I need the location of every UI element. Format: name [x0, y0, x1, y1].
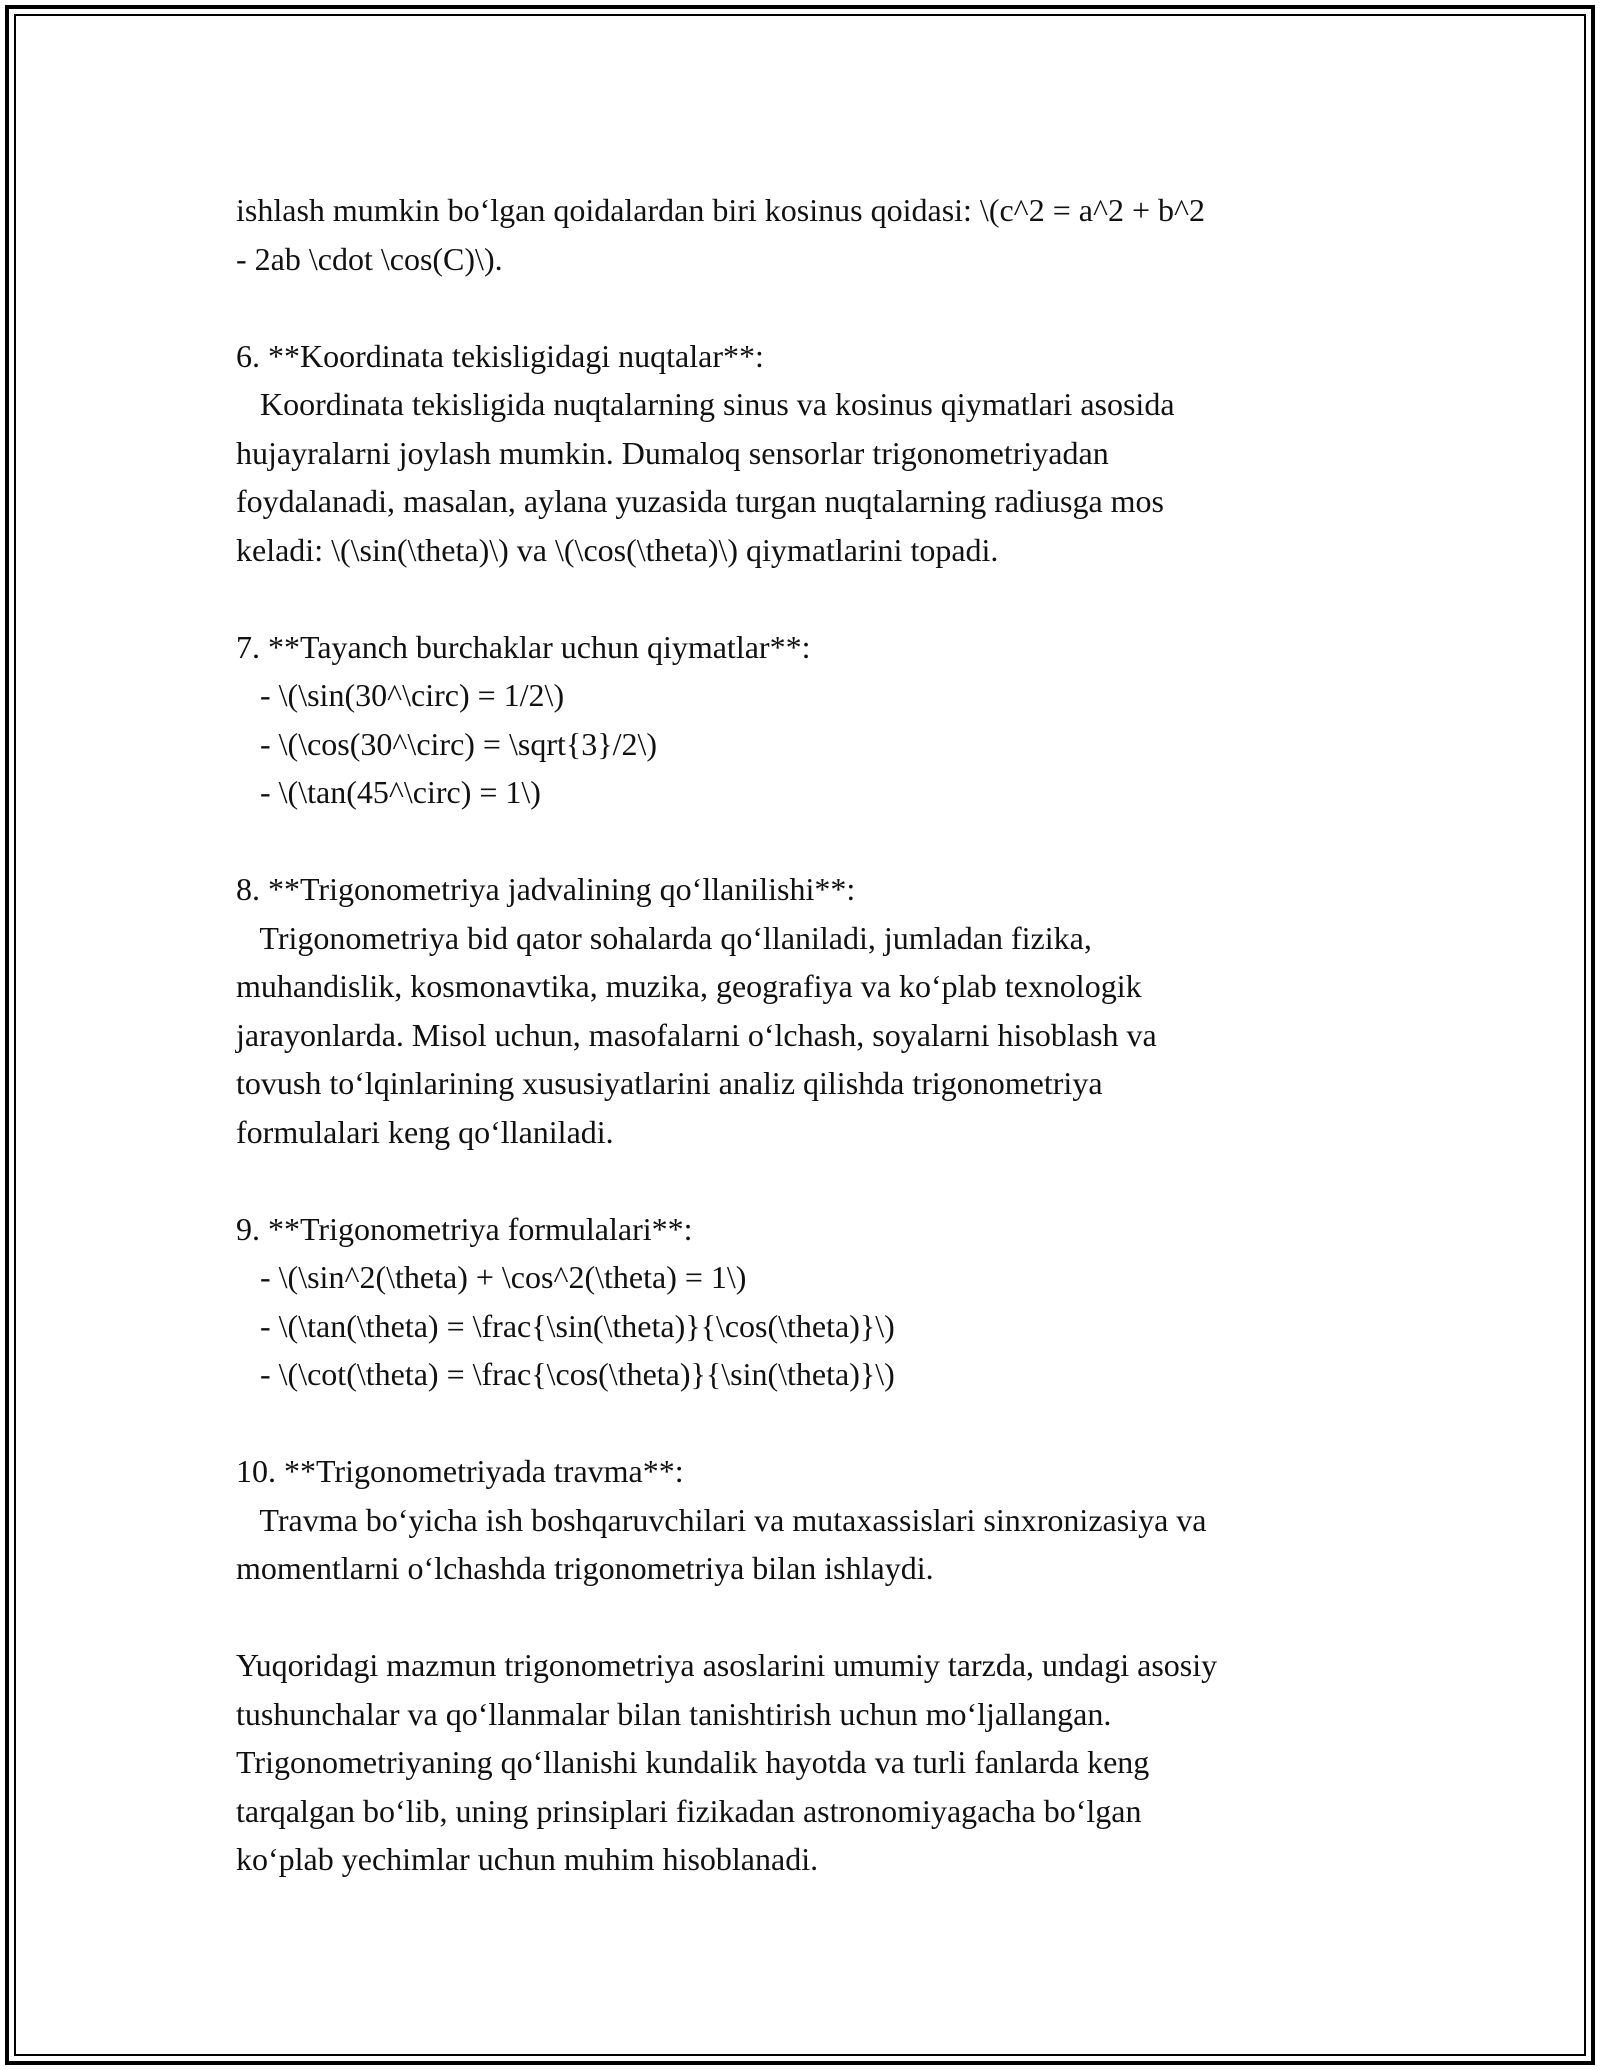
text-line: hujayralarni joylash mumkin. Dumaloq sensorlar trigonometriyadan — [236, 434, 1109, 471]
text-line: 9. **Trigonometriya formulalari**: — [236, 1210, 693, 1247]
paragraph-spacer — [236, 1156, 1386, 1205]
text-line: formulalari keng qo‘llaniladi. — [236, 1113, 614, 1150]
text-line: 10. **Trigonometriyada travma**: — [236, 1453, 684, 1489]
document-body — [236, 186, 1386, 1884]
text-block — [236, 332, 1386, 575]
text-block — [236, 1205, 1386, 1399]
text-block — [236, 1641, 1386, 1884]
text-block — [236, 623, 1386, 817]
text-line: 8. **Trigonometriya jadvalining qo‘llanilishi**: — [236, 871, 856, 907]
text-line: foydalanadi, masalan, aylana yuzasida turgan nuqtalarning radiusga mos — [236, 483, 1164, 519]
text-line: - \(\sin(30^\circ) = 1/2\) — [236, 677, 565, 713]
text-line: jarayonlarda. Misol uchun, masofalarni o‘lchash, soyalarni hisoblash va — [236, 1016, 1157, 1053]
text-line: - \(\cot(\theta) = \frac{\cos(\theta)}{\sin(\theta)}\) — [236, 1356, 895, 1392]
text-line: Trigonometriya bid qator sohalarda qo‘llaniladi, jumladan fizika, — [236, 919, 1092, 956]
text-line: - 2ab \cdot \cos(C)\). — [236, 240, 503, 277]
text-line: - \(\tan(\theta) = \frac{\sin(\theta)}{\cos(\theta)}\) — [236, 1307, 895, 1344]
text-line: tovush to‘lqinlarining xususiyatlarini analiz qilishda trigonometriya — [236, 1065, 1103, 1101]
text-block — [236, 865, 1386, 1156]
text-line: muhandislik, kosmonavtika, muzika, geografiya va ko‘plab texnologik — [236, 968, 1142, 1004]
paragraph-spacer — [236, 817, 1386, 866]
text-line: Travma bo‘yicha ish boshqaruvchilari va mutaxassislari sinxronizasiya va — [236, 1501, 1207, 1538]
text-line: momentlarni o‘lchashda trigonometriya bilan ishlaydi. — [236, 1550, 934, 1586]
text-line: - \(\sin^2(\theta) + \cos^2(\theta) = 1\) — [236, 1259, 747, 1295]
text-line: - \(\cos(30^\circ) = \sqrt{3}/2\) — [236, 725, 658, 762]
text-line: tushunchalar va qo‘llanmalar bilan tanishtirish uchun mo‘ljallangan. — [236, 1695, 1112, 1732]
text-line: Koordinata tekisligida nuqtalarning sinus va kosinus qiymatlari asosida — [236, 386, 1175, 422]
text-line: ishlash mumkin bo‘lgan qoidalardan biri kosinus qoidasi: \(c^2 = a^2 + b^2 — [236, 192, 1206, 228]
text-block — [236, 186, 1386, 283]
text-line: 7. **Tayanch burchaklar uchun qiymatlar**: — [236, 628, 811, 665]
text-line: keladi: \(\sin(\theta)\) va \(\cos(\theta)\) qiymatlarini topadi. — [236, 531, 999, 568]
text-line: tarqalgan bo‘lib, uning prinsiplari fizikadan astronomiyagacha bo‘lgan — [236, 1792, 1142, 1829]
text-line: 6. **Koordinata tekisligidagi nuqtalar**: — [236, 337, 764, 374]
text-block — [236, 1447, 1386, 1593]
paragraph-spacer — [236, 574, 1386, 623]
paragraph-spacer — [236, 1593, 1386, 1642]
text-line: Trigonometriyaning qo‘llanishi kundalik hayotda va turli fanlarda keng — [236, 1744, 1150, 1780]
paragraph-spacer — [236, 283, 1386, 332]
paragraph-spacer — [236, 1399, 1386, 1448]
text-line: - \(\tan(45^\circ) = 1\) — [236, 774, 541, 810]
text-line: ko‘plab yechimlar uchun muhim hisoblanadi. — [236, 1841, 819, 1877]
text-line: Yuqoridagi mazmun trigonometriya asoslarini umumiy tarzda, undagi asosiy — [236, 1647, 1218, 1683]
